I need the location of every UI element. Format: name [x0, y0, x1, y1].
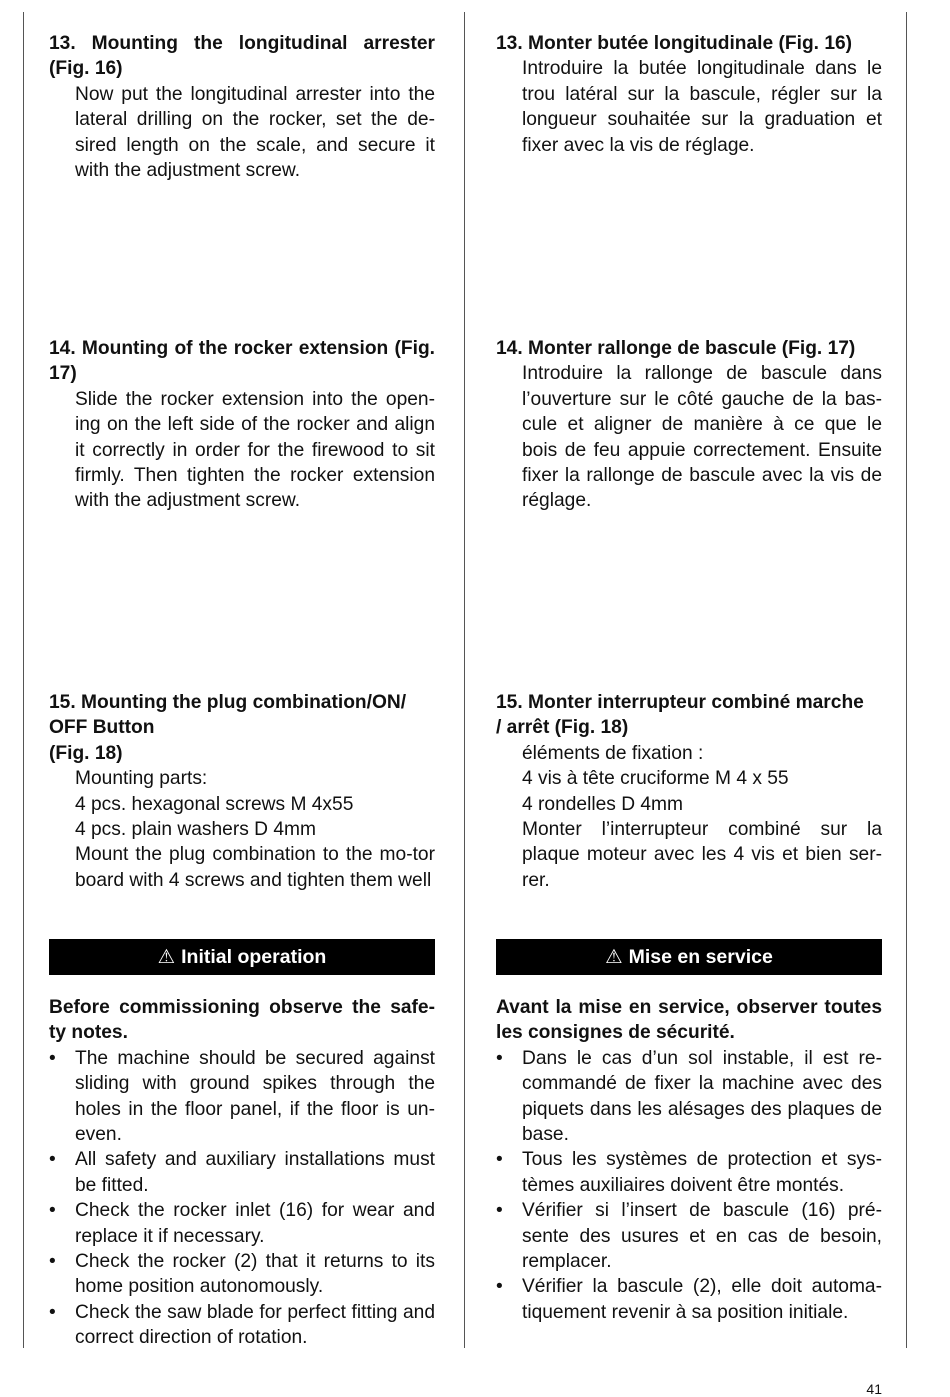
safety-notes-en: [49, 995, 435, 1351]
list-item: [496, 1147, 882, 1198]
list-item-text: Vérifier si l’insert de bascule (16) pré-sente des usures et en cas de besoin, remplacer.: [522, 1200, 882, 1273]
list-item-text: Tous les systèmes de protection et sys-tèmes auxiliaires doivent être montés.: [522, 1149, 882, 1196]
mise-en-service-banner: [496, 939, 882, 975]
list-item: [496, 1198, 882, 1274]
section-title: 14. Monter rallonge de bascule (Fig. 17): [496, 338, 856, 359]
list-item: [49, 1147, 435, 1198]
list-item-text: Dans le cas d’un sol instable, il est re-commandé de fixer la machine avec des piquets dans les alésages des plaques de base.: [522, 1047, 882, 1146]
warning-icon: ⚠: [157, 946, 176, 968]
section-15-fr: [496, 690, 882, 893]
banner-title: Mise en service: [628, 946, 773, 968]
bullet-icon: •: [496, 1047, 503, 1069]
warning-icon: ⚠: [605, 946, 623, 968]
list-item-text: Check the rocker (2) that it returns to its home position autonomously.: [75, 1251, 435, 1298]
list-item-text: Check the saw blade for perfect fitting and correct direction of rotation.: [75, 1301, 435, 1349]
section-14-fr: [496, 336, 882, 514]
left-margin-line: [23, 12, 24, 1348]
section-body: Introduire la rallonge de bascule dans l’ouverture sur le côté gauche de la bas-cule et aligner de manière à ce que le bois de feu appuie correctement. Ensuite fixer la rallonge de bascule avec la vis de réglage.: [522, 363, 882, 512]
list-item: [49, 1046, 435, 1148]
safety-notes-fr: [496, 995, 882, 1325]
section-13-fr: [496, 31, 882, 158]
initial-operation-banner: [49, 939, 435, 975]
part-item: 4 pcs. plain washers D 4mm: [75, 819, 316, 841]
part-item: 4 pcs. hexagonal screws M 4x55: [75, 793, 354, 815]
list-item-text: The machine should be secured against sliding with ground spikes through the holes in the floor panel, if the floor is un-even.: [75, 1047, 435, 1146]
section-title: 13. Mounting the longitudinal arrester (Fig. 16): [49, 33, 435, 80]
section-title: 14. Mounting of the rocker extension (Fig. 17): [49, 338, 435, 385]
bullet-icon: •: [49, 1200, 56, 1222]
section-body: Slide the rocker extension into the open-ing on the left side of the rocker and align it correctly in order for the firewood to sit firmly. Then tighten the rocker extension with the adjustment screw.: [75, 388, 435, 512]
bullet-icon: •: [49, 1301, 56, 1323]
bullet-icon: •: [49, 1047, 56, 1069]
section-15-en: [49, 690, 435, 893]
parts-label: Mounting parts:: [75, 768, 208, 790]
section-body: Now put the longitudinal arrester into the lateral drilling on the rocker, set the de-sired length on the scale, and secure it with the adjustment screw.: [75, 83, 435, 182]
parts-label: éléments de fixation :: [522, 742, 704, 764]
section-title-line: / arrêt (Fig. 18): [496, 717, 629, 739]
section-title-line: (Fig. 18): [49, 742, 123, 764]
section-body: Monter l’interrupteur combiné sur la plaque moteur avec les 4 vis et bien ser-rer.: [522, 819, 882, 891]
safety-intro: Before commissioning observe the safe-ty notes.: [49, 997, 435, 1044]
section-title-line: 15. Monter interrupteur combiné marche: [496, 692, 864, 713]
section-body: Mount the plug combination to the mo-tor board with 4 screws and tighten them well: [75, 844, 435, 891]
list-item: [49, 1300, 435, 1351]
bullet-icon: •: [496, 1149, 503, 1171]
section-body: Introduire la butée longitudinale dans le trou latéral sur la bascule, régler sur la longueur souhaitée sur la graduation et fixer avec la vis de réglage.: [522, 58, 882, 156]
banner-title: Initial operation: [181, 946, 327, 968]
section-title: 13. Monter butée longitudinale (Fig. 16): [496, 33, 853, 54]
list-item: [49, 1198, 435, 1249]
list-item: [496, 1274, 882, 1325]
section-title-line: OFF Button: [49, 717, 155, 739]
bullet-icon: •: [49, 1149, 56, 1171]
list-item-text: All safety and auxiliary installations must be fitted.: [75, 1149, 435, 1196]
part-item: 4 vis à tête cruciforme M 4 x 55: [522, 768, 789, 790]
list-item-text: Vérifier la bascule (2), elle doit automa-tiquement revenir à sa position initiale.: [522, 1276, 882, 1323]
right-margin-line: [906, 12, 907, 1348]
section-title-line: 15. Mounting the plug combination/ON/: [49, 692, 407, 713]
list-item: [496, 1046, 882, 1148]
safety-intro: Avant la mise en service, observer toutes les consignes de sécurité.: [496, 997, 882, 1044]
column-divider: [464, 12, 465, 1348]
page-number: 41: [866, 1381, 882, 1397]
part-item: 4 rondelles D 4mm: [522, 793, 684, 815]
list-item: [49, 1249, 435, 1300]
bullet-icon: •: [496, 1276, 503, 1298]
bullet-icon: •: [496, 1200, 503, 1222]
list-item-text: Check the rocker inlet (16) for wear and replace it if necessary.: [75, 1200, 435, 1247]
section-14-en: [49, 336, 435, 514]
bullet-icon: •: [49, 1251, 56, 1273]
section-13-en: [49, 31, 435, 183]
